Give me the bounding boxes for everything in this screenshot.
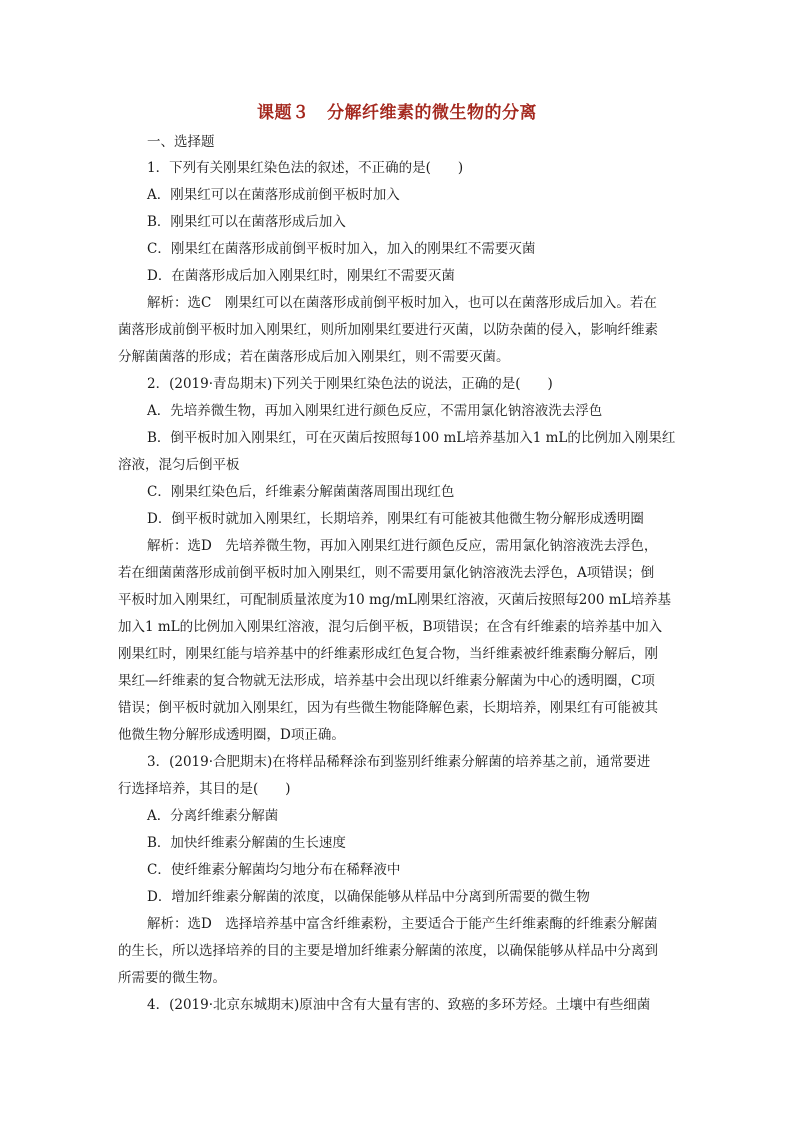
question-2-option-a: A．先培养微生物，再加入刚果红进行颜色反应，不需用氯化钠溶液洗去浮色 bbox=[147, 403, 603, 419]
question-2-analysis: 加入1 mL的比例加入刚果红溶液，混匀后倒平板，B项错误；在含有纤维素的培养基中加入 bbox=[118, 619, 663, 635]
question-1-analysis: 分解菌菌落的形成；若在菌落形成后加入刚果红，则不需要灭菌。 bbox=[118, 349, 510, 365]
question-1-option-d: D．在菌落形成后加入刚果红时，刚果红不需要灭菌 bbox=[147, 268, 455, 284]
question-3-stem: 3．(2019·合肥期末)在将样品稀释涂布到鉴别纤维素分解菌的培养基之前，通常要进 bbox=[147, 754, 651, 770]
question-3-stem: 行选择培养，其目的是( ) bbox=[118, 781, 291, 797]
question-2-option-d: D．倒平板时就加入刚果红，长期培养，刚果红有可能被其他微生物分解形成透明圈 bbox=[147, 511, 644, 527]
question-1-option-c: C．刚果红在菌落形成前倒平板时加入，加入的刚果红不需要灭菌 bbox=[147, 241, 536, 257]
question-3-analysis: 所需要的微生物。 bbox=[118, 970, 226, 986]
question-2-analysis: 解析：选D 先培养微生物，再加入刚果红进行颜色反应，需用氯化钠溶液洗去浮色， bbox=[147, 538, 658, 554]
question-1-stem: 1．下列有关刚果红染色法的叙述，不正确的是( ) bbox=[147, 160, 464, 176]
question-1-analysis: 解析：选C 刚果红可以在菌落形成前倒平板时加入，也可以在菌落形成后加入。若在 bbox=[147, 295, 657, 311]
question-3-analysis: 解析：选D 选择培养基中富含纤维素粉，主要适合于能产生纤维素酶的纤维素分解菌 bbox=[147, 916, 658, 932]
question-1-analysis: 菌落形成前倒平板时加入刚果红，则所加刚果红要进行灭菌，以防杂菌的侵入，影响纤维素 bbox=[118, 322, 658, 338]
question-1-option-a: A．刚果红可以在菌落形成前倒平板时加入 bbox=[147, 187, 400, 203]
question-3-option-d: D．增加纤维素分解菌的浓度，以确保能够从样品中分离到所需要的微生物 bbox=[147, 889, 590, 905]
question-3-option-a: A．分离纤维素分解菌 bbox=[147, 808, 279, 824]
question-2-analysis: 刚果红时，刚果红能与培养基中的纤维素形成红色复合物，当纤维素被纤维素酶分解后，刚 bbox=[118, 646, 658, 662]
question-2-option-b: 溶液，混匀后倒平板 bbox=[118, 457, 240, 473]
question-4-stem: 4．(2019·北京东城期末)原油中含有大量有害的、致癌的多环芳烃。土壤中有些细菌 bbox=[147, 997, 651, 1013]
question-2-analysis: 若在细菌菌落形成前倒平板时加入刚果红，则不需要用氯化钠溶液洗去浮色，A项错误；倒 bbox=[118, 565, 655, 581]
question-3-analysis: 的生长，所以选择培养的目的主要是增加纤维素分解菌的浓度，以确保能够从样品中分离到 bbox=[118, 943, 658, 959]
question-2-option-b: B．倒平板时加入刚果红，可在灭菌后按照每100 mL培养基加入1 mL的比例加入刚果红 bbox=[147, 430, 676, 446]
question-3-option-b: B．加快纤维素分解菌的生长速度 bbox=[147, 835, 346, 851]
question-2-analysis: 他微生物分解形成透明圈，D项正确。 bbox=[118, 727, 345, 743]
question-2-analysis: 果红—纤维素的复合物就无法形成，培养基中会出现以纤维素分解菌为中心的透明圈，C项 bbox=[118, 673, 655, 689]
question-1-option-b: B．刚果红可以在菌落形成后加入 bbox=[147, 214, 346, 230]
question-2-analysis: 平板时加入刚果红，可配制质量浓度为10 mg/mL刚果红溶液，灭菌后按照每200 mL培养基 bbox=[118, 592, 672, 608]
question-2-option-c: C．刚果红染色后，纤维素分解菌菌落周围出现红色 bbox=[147, 484, 455, 500]
section-heading: 一、选择题 bbox=[147, 134, 215, 150]
question-3-option-c: C．使纤维素分解菌均匀地分布在稀释液中 bbox=[147, 862, 401, 878]
question-2-analysis: 错误；倒平板时就加入刚果红，因为有些微生物能降解色素，长期培养，刚果红有可能被其 bbox=[118, 700, 658, 716]
question-2-stem: 2．(2019·青岛期末)下列关于刚果红染色法的说法，正确的是( ) bbox=[147, 376, 553, 392]
document-title: 课题３ 分解纤维素的微生物的分离 bbox=[257, 103, 537, 123]
